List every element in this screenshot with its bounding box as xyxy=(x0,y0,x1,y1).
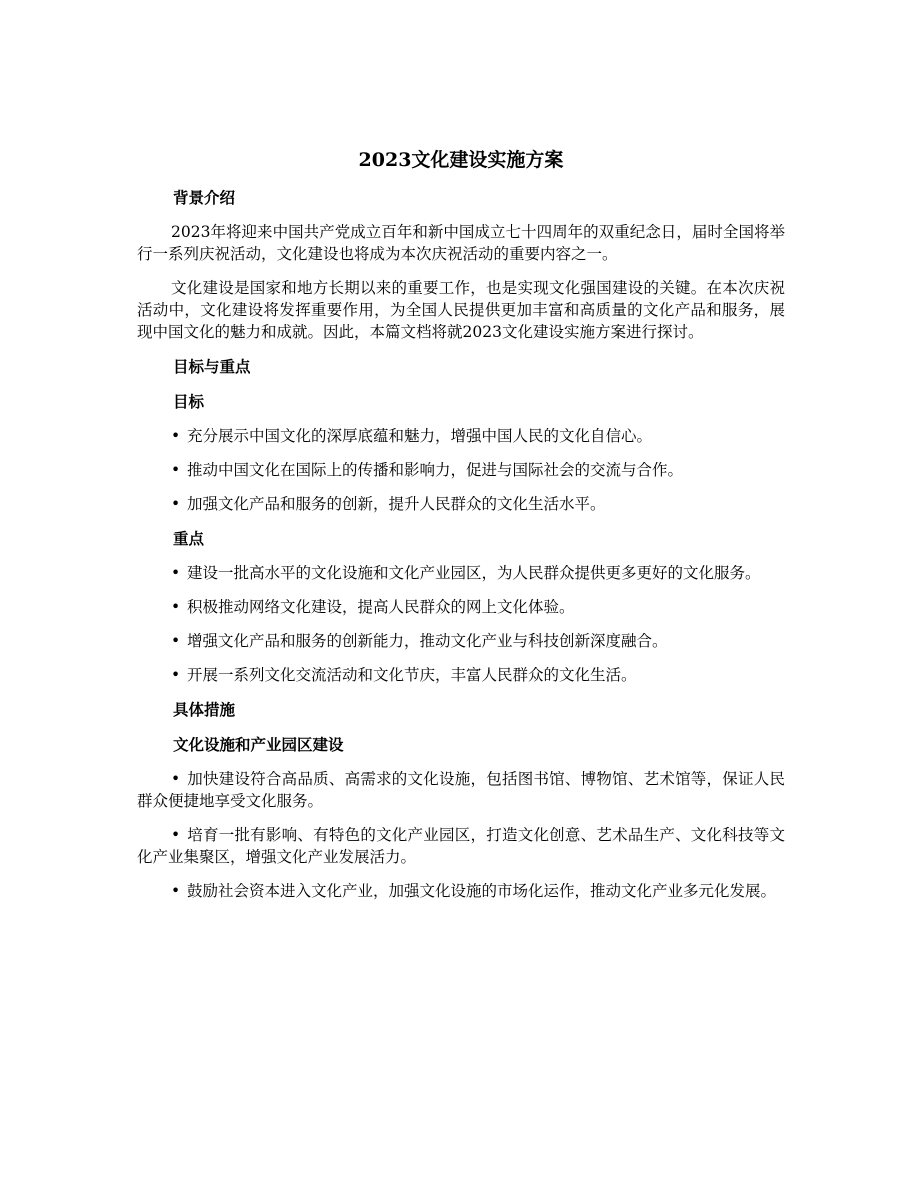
bullet-icon: • xyxy=(171,598,181,616)
list-item-text: 开展一系列文化交流活动和文化节庆，丰富人民群众的文化生活。 xyxy=(187,666,637,684)
list-item-text: 建设一批高水平的文化设施和文化产业园区，为人民群众提供更多更好的文化服务。 xyxy=(187,564,761,582)
list-item-text: 推动中国文化在国际上的传播和影响力，促进与国际社会的交流与合作。 xyxy=(187,461,684,479)
paragraph: 2023年将迎来中国共产党成立百年和新中国成立七十四周年的双重纪念日，届时全国将举行一系列庆祝活动，文化建设也将成为本次庆祝活动的重要内容之一。 xyxy=(137,223,785,263)
list-item-text: 充分展示中国文化的深厚底蕴和魅力，增强中国人民的文化自信心。 xyxy=(187,427,653,445)
subheading-focus: 重点 xyxy=(173,529,205,548)
list-item-text: 鼓励社会资本进入文化产业，加强文化设施的市场化运作，推动文化产业多元化发展。 xyxy=(187,882,777,900)
paragraph: 文化建设是国家和地方长期以来的重要工作，也是实现文化强国建设的关键。在本次庆祝活动中，文化建设将发挥重要作用，为全国人民提供更加丰富和高质量的文化产品和服务，展现中国文化的魅力和成就。因此，本篇文档将就2023文化建设实施方案进行探讨。 xyxy=(137,279,785,341)
section-heading-measures: 具体措施 xyxy=(173,700,236,719)
bullet-icon: • xyxy=(171,564,181,582)
subheading-goals: 目标 xyxy=(173,392,205,411)
list-item xyxy=(137,459,785,481)
list-item xyxy=(137,425,785,447)
list-item-text: 培育一批有影响、有特色的文化产业园区，打造文化创意、艺术品生产、文化科技等文化产业集聚区，增强文化产业发展活力。 xyxy=(137,826,785,866)
list-item-text: 积极推动网络文化建设，提高人民群众的网上文化体验。 xyxy=(187,598,575,616)
list-item xyxy=(137,880,785,902)
list-item xyxy=(137,630,785,652)
subheading-facilities: 文化设施和产业园区建设 xyxy=(173,735,344,754)
bullet-icon: • xyxy=(171,461,181,479)
list-item-text: 增强文化产品和服务的创新能力，推动文化产业与科技创新深度融合。 xyxy=(187,632,668,650)
bullet-icon: • xyxy=(171,770,181,788)
list-item xyxy=(137,562,785,584)
list-item xyxy=(137,664,785,686)
section-heading-goals-and-focus: 目标与重点 xyxy=(173,357,251,376)
bullet-icon: • xyxy=(171,826,181,844)
bullet-icon: • xyxy=(171,495,181,513)
list-item-text: 加强文化产品和服务的创新，提升人民群众的文化生活水平。 xyxy=(187,495,606,513)
bullet-icon: • xyxy=(171,632,181,650)
list-item xyxy=(137,596,785,618)
list-item xyxy=(137,824,785,868)
bullet-icon: • xyxy=(171,882,181,900)
document-title: 2023文化建设实施方案 xyxy=(358,149,564,171)
bullet-icon: • xyxy=(171,666,181,684)
bullet-icon: • xyxy=(171,427,181,445)
document-page xyxy=(137,142,785,914)
list-item xyxy=(137,768,785,812)
section-heading-background: 背景介绍 xyxy=(173,188,236,207)
list-item-text: 加快建设符合高品质、高需求的文化设施，包括图书馆、博物馆、艺术馆等，保证人民群众便捷地享受文化服务。 xyxy=(137,770,785,810)
list-item xyxy=(137,493,785,515)
